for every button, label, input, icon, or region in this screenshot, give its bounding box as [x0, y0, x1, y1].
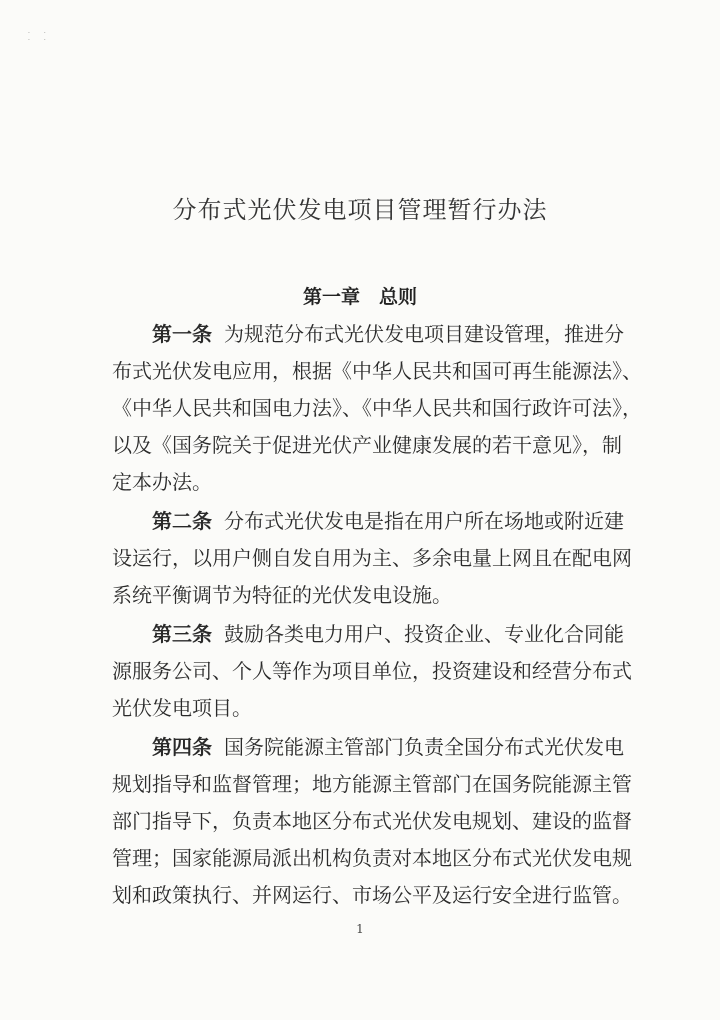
article-line [112, 616, 624, 653]
article [112, 729, 632, 914]
article-line [112, 577, 612, 614]
article-line [112, 503, 624, 540]
article-label: 第二条 [152, 509, 212, 533]
document-title: 分布式光伏发电项目管理暂行办法 [172, 196, 548, 224]
article-line [112, 540, 632, 577]
article-line [112, 464, 612, 501]
page-number: 1 [356, 922, 364, 936]
article-label: 第一条 [152, 322, 212, 346]
article-text: 《中华人民共和国电力法》、《中华人民共和国行政许可法》， [112, 396, 642, 420]
article-text: 部门指导下，负责本地区分布式光伏发电规划、建设的监督 [112, 809, 632, 833]
article-text: 系统平衡调节为特征的光伏发电设施。 [112, 583, 452, 607]
article-text: 源服务公司、个人等作为项目单位，投资建设和经营分布式 [112, 659, 632, 683]
article-line [112, 653, 632, 690]
article [112, 616, 632, 727]
article-label: 第三条 [152, 622, 212, 646]
article-line [112, 877, 632, 914]
article-text: 设运行，以用户侧自发自用为主、多余电量上网且在配电网 [112, 546, 632, 570]
article-line [112, 353, 642, 390]
article-text: 光伏发电项目。 [112, 696, 252, 720]
chapter-heading: 第一章 总则 [302, 286, 417, 308]
article-label: 第四条 [152, 735, 212, 759]
article-text: 划和政策执行、并网运行、市场公平及运行安全进行监管。 [112, 883, 632, 907]
article-text: 鼓励各类电力用户、投资企业、专业化合同能 [224, 622, 624, 646]
article-line [112, 316, 624, 353]
article-line [112, 690, 612, 727]
article [112, 316, 642, 501]
article-text: 为规范分布式光伏发电项目建设管理，推进分 [224, 322, 624, 346]
article-line [112, 390, 642, 427]
article-text: 管理；国家能源局派出机构负责对本地区分布式光伏发电规 [112, 846, 632, 870]
article-text: 定本办法。 [112, 470, 212, 494]
article-text: 分布式光伏发电是指在用户所在场地或附近建 [224, 509, 624, 533]
article-line [112, 729, 624, 766]
article-text: 国务院能源主管部门负责全国分布式光伏发电 [224, 735, 624, 759]
article-line [112, 766, 632, 803]
article-text: 规划指导和监督管理；地方能源主管部门在国务院能源主管 [112, 772, 632, 796]
scan-specks: · · · · [28, 30, 52, 44]
article-text: 以及《国务院关于促进光伏产业健康发展的若干意见》，制 [112, 433, 622, 457]
article-line [112, 427, 622, 464]
article-line [112, 803, 632, 840]
document-body [112, 316, 642, 916]
article-text: 布式光伏发电应用，根据《中华人民共和国可再生能源法》、 [112, 359, 642, 383]
article [112, 503, 632, 614]
article-line [112, 840, 632, 877]
